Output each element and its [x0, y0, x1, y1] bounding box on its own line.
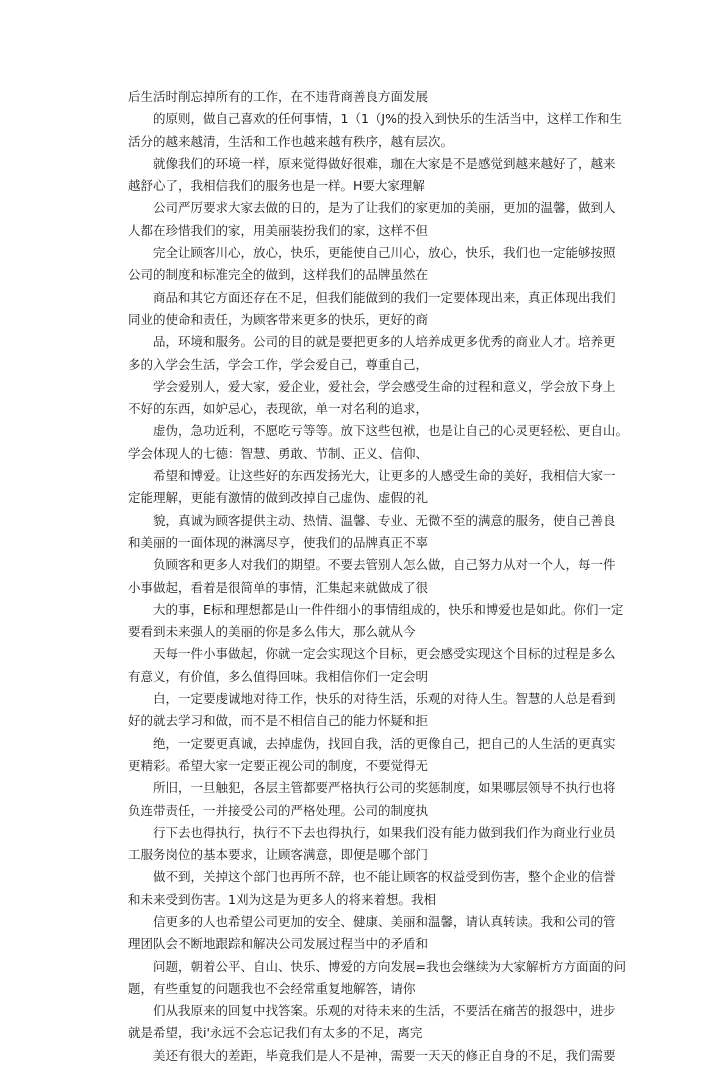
- text-line: 大的事，E标和理想都是山一件件细小的事情组成的，快乐和博爱也是如此。你们一定: [153, 601, 624, 617]
- text-line: 绝，一定要更真诚，去掉虚伪，找回自我，活的更像自己，把自己的人生活的更真实: [153, 735, 616, 751]
- text-line: 学会爱别人，爱大家，爱企业，爱社会，学会感受生命的过程和意义，学会放下身上: [153, 378, 616, 394]
- text-line: 和美丽的一面体现的淋漓尽亨，使我们的品牌真正不辜: [128, 534, 429, 550]
- text-line: 工服务岗位的基本要求，让顾客满意，即便是哪个部门: [128, 847, 429, 863]
- text-line: 人都在珍惜我们的家，用美丽装扮我们的家，这样不但: [128, 222, 429, 238]
- text-line: 品，环境和服务。公司的目的就是要把更多的人培养成更多优秀的商业人才。培养更: [153, 334, 616, 350]
- text-line: 信更多的人也希望公司更加的安全、健康、美丽和温馨，请认真转读。我和公司的管: [153, 913, 616, 929]
- text-line: 负顾客和更多人对我们的期望。不要去管别人怎么做，自己努力从对一个人，每一件: [153, 557, 616, 573]
- text-line: 美还有很大的差距，毕竟我们是人不是神，需要一天天的修正自身的不足，我们需要: [153, 1047, 616, 1063]
- text-line: 白，一定要虔诚地对待工作，快乐的对待生活，乐观的对待人生。智慧的人总是看到: [153, 691, 616, 707]
- text-line: 行下去也得执行，执行不下去也得执行，如果我们没有能力做到我们作为商业行业员: [153, 824, 616, 840]
- text-line: 要看到未来强人的美丽的你是多么伟大，那么就从今: [128, 624, 416, 640]
- text-line: 商品和其它方面还存在不足，但我们能做到的我们一定要体现出来，真正体现出我们: [153, 289, 616, 305]
- text-line: 希望和博爱。让这些好的东西发扬光大，让更多的人感受生命的美好，我相信大家一: [153, 468, 616, 484]
- text-line: 做不到，关掉这个部门也再所不辞，也不能让顾客的权益受到伤害，整个企业的信誉: [153, 869, 616, 885]
- text-line: 天每一件小事做起，你就一定会实现这个目标，更会感受实现这个目标的过程是多么: [153, 646, 616, 662]
- text-line: 所旧，一旦触犯，各层主管都要严格执行公司的奖惩制度，如果哪层领导不执行也将: [153, 780, 616, 796]
- text-line: 后生活时削忘掉所有的工作，在不违背商善良方面发展: [128, 89, 429, 104]
- text-line: 同业的使命和责任，为顾客带来更多的快乐，更好的商: [128, 311, 429, 327]
- text-line: 就像我们的环境一样，原来觉得做好很难，珈在大家是不是感觉到越来越好了，越来: [153, 155, 616, 171]
- text-line: 问题，朝着公平、自山、快乐、博爱的方向发展=我也会继续为大家解析方方面面的问: [153, 958, 626, 974]
- text-line: 小事做起，看着是很简单的事情，汇集起来就做成了很: [128, 579, 429, 595]
- body-text: [128, 86, 628, 1067]
- text-line: 公司的制度和标准完全的做到，这样我们的品牌虽然在: [128, 267, 429, 283]
- text-line: 活分的越来越清，生活和工作也越来越有秩序，越有层次。: [128, 133, 454, 149]
- text-line: 的原则，做自己喜欢的任何事情，1（1（J%的投入到快乐的生活当中，这样工作和生: [153, 111, 622, 127]
- text-line: 和未来受到伤害。1刈为这是为更多人的将来着想。我相: [128, 891, 436, 907]
- text-line: 更精彩。希望大家一定要正视公司的制度，不要觉得无: [128, 757, 429, 773]
- text-line: 就是希望，我i'永远不会忘记我们有太多的不足，离完: [128, 1025, 423, 1041]
- text-line: 不好的东西，如妒忌心，表现欲，单一对名利的追求，: [128, 401, 429, 417]
- text-line: 好的就去学习和做，而不是不相信自己的能力怀疑和拒: [128, 713, 429, 729]
- text-line: 定能理解，更能有激情的做到改掉自己虚伪、虚假的礼: [128, 490, 429, 506]
- text-line: 们从我原来的回复中找答案。乐观的对待未来的生活，不要活在痛苦的报怨中，进步: [153, 1003, 616, 1019]
- text-line: 公司严厉要求大家去做的日的，是为了让我们的家更加的美丽，更加的温馨，做到人: [153, 200, 616, 216]
- text-line: 有意义，有价值，多么值得回味。我相信你们一定会明: [128, 668, 429, 684]
- text-line: 理团队会不断地跟踪和解决公司发展过程当中的矛盾和: [128, 936, 429, 952]
- text-line: 貌，真诚为顾客提供主动、热情、温馨、专业、无微不至的满意的服务，使自己善良: [153, 512, 616, 528]
- text-line: 虚伪，急功近利，不愿吃亏等等。放下这些包袱，也是让自己的心灵更轻松、更自山。: [153, 423, 628, 439]
- text-line: 题，有些重复的问题我也不会经常重复地解答，请你: [128, 980, 416, 996]
- text-line: 越舒心了，我相信我们的服务也是一样。H要大家理解: [128, 178, 425, 194]
- text-line: 学会体现人的七德：智慧、勇敢、节制、正义、信仰、: [128, 445, 429, 461]
- text-line: 多的入学会生活，学会工作，学会爱自己，尊重自己，: [128, 356, 429, 372]
- text-line: 负连带责任，一并接受公司的严格处理。公司的制度执: [128, 802, 429, 818]
- text-line: 完全让顾客川心，放心，快乐，更能使自己川心，放心，快乐，我们也一定能够按照: [153, 245, 616, 261]
